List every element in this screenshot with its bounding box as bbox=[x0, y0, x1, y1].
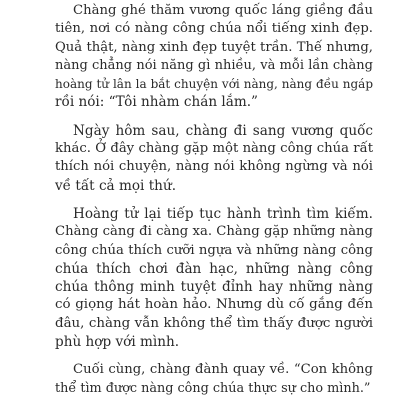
text-line: chúa thông minh tuyệt đỉnh hay những nàng bbox=[55, 279, 373, 296]
text-line: Ngày hôm sau, chàng đi sang vương quốc bbox=[73, 122, 373, 139]
text-line: thể tìm được nàng công chúa thực sự cho mình.” bbox=[55, 380, 371, 396]
text-line: công chúa thích cưỡi ngựa và những nàng công bbox=[55, 242, 373, 258]
text-line: Chàng ghé thăm vương quốc láng giềng đầu bbox=[73, 3, 373, 18]
text-line: rồi nói: “Tôi nhàm chán lắm.” bbox=[55, 94, 259, 111]
text-line: tiên, nơi có nàng công chúa nổi tiếng xinh đẹp. bbox=[55, 21, 373, 37]
paragraph-3 bbox=[55, 205, 373, 351]
text-line: hoàng tử lân la bắt chuyện với nàng, nàng đều ngáp bbox=[55, 77, 373, 92]
text-line: về tất cả mọi thứ. bbox=[55, 177, 177, 194]
paragraph-4 bbox=[55, 361, 373, 398]
text-line: Quả thật, nàng xinh đẹp tuyệt trần. Thế nhưng, bbox=[55, 39, 373, 55]
text-line: khác. Ở đây chàng gặp một nàng công chúa rất bbox=[55, 141, 373, 157]
text-line: đâu, chàng vẫn không thể tìm thấy được người bbox=[55, 315, 373, 331]
text-line: có giọng hát hoàn hảo. Nhưng dù cố gắng đến bbox=[55, 297, 373, 313]
text-line: Cuối cùng, chàng đành quay về. “Con không bbox=[73, 362, 373, 378]
text-line: Hoàng tử lại tiếp tục hành trình tìm kiếm. bbox=[73, 206, 373, 223]
paragraph-2 bbox=[55, 122, 373, 195]
text-line: thích nói chuyện, nàng nói không ngừng và nói bbox=[55, 159, 373, 175]
text-line: Chàng càng đi càng xa. Chàng gặp những nàng bbox=[55, 224, 373, 240]
text-line: nàng chẳng nói năng gì nhiều, và mỗi lần chàng bbox=[55, 57, 373, 73]
text-line: chúa thích chơi đàn hạc, những nàng công bbox=[55, 260, 373, 277]
text-line: phù hợp với mình. bbox=[55, 333, 180, 350]
paragraph-1 bbox=[55, 2, 373, 112]
